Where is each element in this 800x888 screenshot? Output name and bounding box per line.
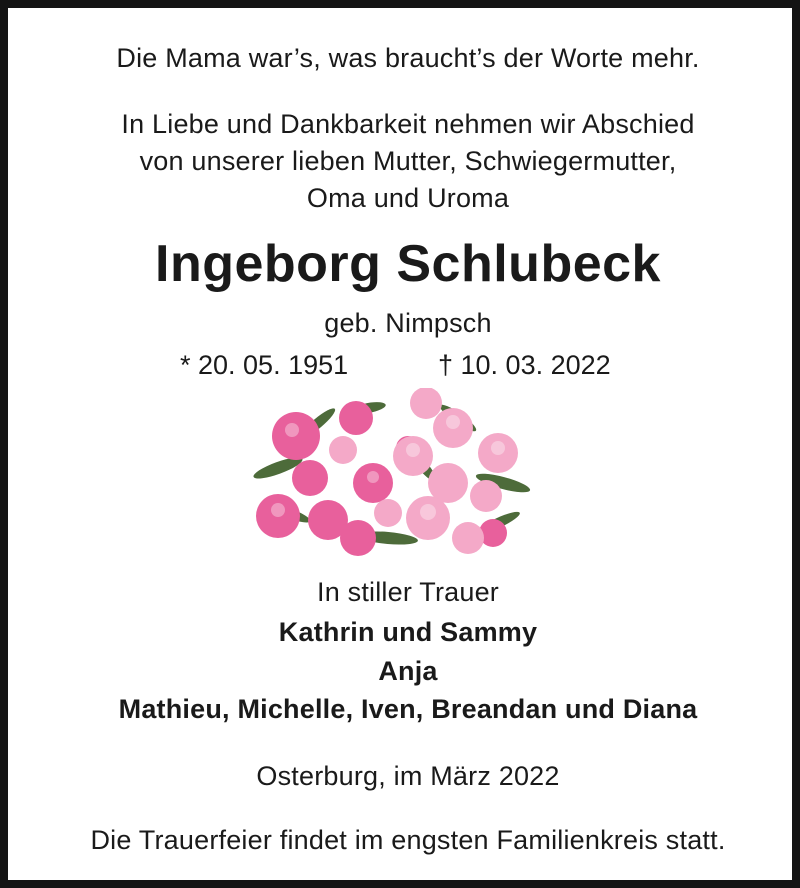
motto-text: Die Mama war’s, was braucht’s der Worte mehr. [116, 43, 700, 73]
intro-line-3: Oma und Uroma [306, 183, 510, 213]
mourner-line-2: Anja [378, 656, 438, 686]
funeral-note: Die Trauerfeier findet im engsten Familienkreis statt. [90, 825, 726, 855]
mourner-line-1: Kathrin und Sammy [278, 617, 538, 647]
mourner-line-3: Mathieu, Michelle, Iven, Breandan und Diana [118, 694, 698, 724]
life-dates [8, 348, 800, 382]
deceased-name: Ingeborg Schlubeck [155, 235, 661, 293]
death-date: † 10. 03. 2022 [438, 350, 611, 380]
mourning-label: In stiller Trauer [317, 577, 499, 607]
intro-line-2: von unserer lieben Mutter, Schwiegermutter, [139, 146, 677, 176]
intro-line-1: In Liebe und Dankbarkeit nehmen wir Abschied [121, 109, 695, 139]
birth-date: * 20. 05. 1951 [180, 350, 349, 380]
maiden-name: geb. Nimpsch [324, 308, 492, 338]
carnation-bouquet-icon [248, 388, 538, 558]
place-date: Osterburg, im März 2022 [256, 761, 560, 791]
